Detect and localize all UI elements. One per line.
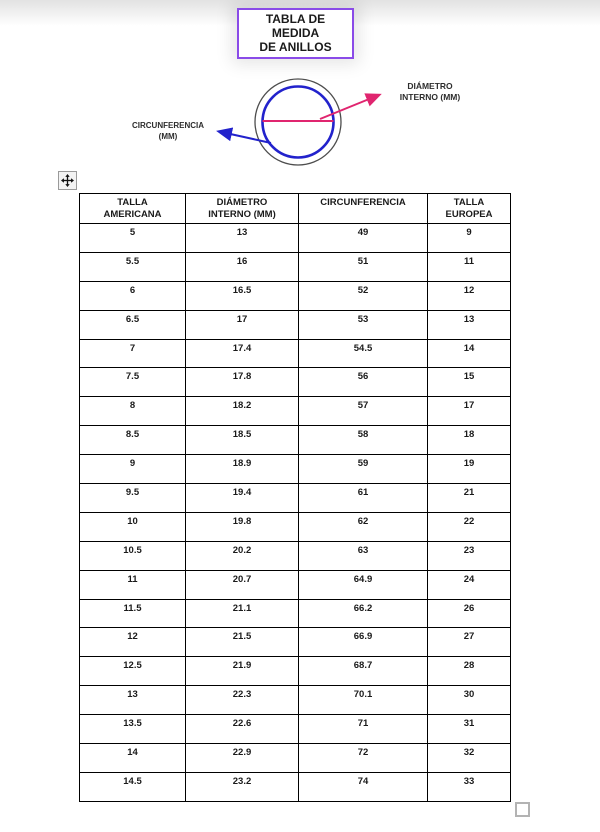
table-cell[interactable]: 68.7 <box>299 657 428 686</box>
ring-size-table-body <box>80 224 511 802</box>
table-cell[interactable]: 17 <box>428 397 511 426</box>
table-cell[interactable]: 63 <box>299 541 428 570</box>
table-cell[interactable]: 53 <box>299 310 428 339</box>
table-cell[interactable]: 74 <box>299 772 428 801</box>
table-cell[interactable]: 18.2 <box>186 397 299 426</box>
table-row <box>80 686 511 715</box>
table-cell[interactable]: 11 <box>428 252 511 281</box>
table-cell[interactable]: 14 <box>428 339 511 368</box>
table-cell[interactable]: 9.5 <box>80 484 186 513</box>
table-cell[interactable]: 66.2 <box>299 599 428 628</box>
table-cell[interactable]: 11.5 <box>80 599 186 628</box>
header-diametro-interno[interactable] <box>186 194 299 224</box>
diameter-label-line1: DIÁMETRO <box>407 81 453 91</box>
table-cell[interactable]: 13 <box>186 224 299 253</box>
table-row <box>80 744 511 773</box>
diameter-label-line2: INTERNO (MM) <box>399 92 461 102</box>
table-cell[interactable]: 16.5 <box>186 281 299 310</box>
table-cell[interactable]: 28 <box>428 657 511 686</box>
table-cell[interactable]: 66.9 <box>299 628 428 657</box>
circumference-label-line2: (MM) <box>158 132 178 141</box>
table-cell[interactable]: 33 <box>428 772 511 801</box>
table-cell[interactable]: 52 <box>299 281 428 310</box>
table-cell[interactable]: 22.9 <box>186 744 299 773</box>
table-cell[interactable]: 21.5 <box>186 628 299 657</box>
table-move-handle[interactable] <box>58 171 77 190</box>
table-cell[interactable]: 5 <box>80 224 186 253</box>
table-cell[interactable]: 20.2 <box>186 541 299 570</box>
table-row <box>80 715 511 744</box>
table-cell[interactable]: 32 <box>428 744 511 773</box>
table-cell[interactable]: 22 <box>428 512 511 541</box>
table-cell[interactable]: 18.5 <box>186 426 299 455</box>
table-cell[interactable]: 70.1 <box>299 686 428 715</box>
table-cell[interactable]: 61 <box>299 484 428 513</box>
table-cell[interactable]: 9 <box>428 224 511 253</box>
table-cell[interactable]: 5.5 <box>80 252 186 281</box>
table-cell[interactable]: 20.7 <box>186 570 299 599</box>
table-cell[interactable]: 49 <box>299 224 428 253</box>
table-row <box>80 570 511 599</box>
table-cell[interactable]: 23.2 <box>186 772 299 801</box>
header-text: DIÁMETRO <box>216 197 268 208</box>
table-cell[interactable]: 11 <box>80 570 186 599</box>
circumference-label <box>122 120 214 142</box>
ring-size-table <box>79 193 511 802</box>
header-text: TALLA <box>117 197 148 208</box>
header-text: EUROPEA <box>445 209 493 220</box>
header-circunferencia[interactable] <box>299 194 428 224</box>
table-cell[interactable]: 18 <box>428 426 511 455</box>
table-row <box>80 281 511 310</box>
diameter-label <box>388 81 472 103</box>
table-cell[interactable]: 22.6 <box>186 715 299 744</box>
table-cell[interactable]: 14 <box>80 744 186 773</box>
table-row <box>80 426 511 455</box>
table-row <box>80 657 511 686</box>
table-cell[interactable]: 10 <box>80 512 186 541</box>
header-row <box>80 194 511 224</box>
table-cell[interactable]: 58 <box>299 426 428 455</box>
table-cell[interactable]: 56 <box>299 368 428 397</box>
table-row <box>80 628 511 657</box>
move-icon <box>61 174 74 187</box>
table-cell[interactable]: 16 <box>186 252 299 281</box>
table-cell[interactable]: 8.5 <box>80 426 186 455</box>
table-cell[interactable]: 21.1 <box>186 599 299 628</box>
table-cell[interactable]: 12 <box>80 628 186 657</box>
table-cell[interactable]: 24 <box>428 570 511 599</box>
table-cell[interactable]: 22.3 <box>186 686 299 715</box>
table-cell[interactable]: 13.5 <box>80 715 186 744</box>
page-title-line2: DE ANILLOS <box>259 40 332 54</box>
table-cell[interactable]: 12 <box>428 281 511 310</box>
table-cell[interactable]: 9 <box>80 455 186 484</box>
table-resize-handle[interactable] <box>515 802 530 817</box>
table-cell[interactable]: 21 <box>428 484 511 513</box>
table-cell[interactable]: 13 <box>80 686 186 715</box>
table-cell[interactable]: 30 <box>428 686 511 715</box>
table-cell[interactable]: 59 <box>299 455 428 484</box>
table-cell[interactable]: 7.5 <box>80 368 186 397</box>
circumference-label-line1: CIRCUNFERENCIA <box>132 121 204 130</box>
table-cell[interactable]: 8 <box>80 397 186 426</box>
header-text: CIRCUNFERENCIA <box>320 197 406 208</box>
table-row <box>80 252 511 281</box>
header-text: INTERNO (MM) <box>208 209 276 220</box>
table-cell[interactable]: 21.9 <box>186 657 299 686</box>
table-cell[interactable]: 62 <box>299 512 428 541</box>
table-cell[interactable]: 14.5 <box>80 772 186 801</box>
table-row <box>80 541 511 570</box>
table-row <box>80 599 511 628</box>
table-cell[interactable]: 26 <box>428 599 511 628</box>
table-cell[interactable]: 15 <box>428 368 511 397</box>
header-text: AMERICANA <box>103 209 162 220</box>
page-title-box[interactable] <box>237 8 354 59</box>
table-cell[interactable]: 51 <box>299 252 428 281</box>
table-cell[interactable]: 7 <box>80 339 186 368</box>
diameter-line <box>263 95 380 121</box>
table-cell[interactable]: 13 <box>428 310 511 339</box>
table-cell[interactable]: 72 <box>299 744 428 773</box>
table-cell[interactable]: 12.5 <box>80 657 186 686</box>
table-row <box>80 455 511 484</box>
table-cell[interactable]: 17.8 <box>186 368 299 397</box>
page-title-line1: TABLA DE MEDIDA <box>265 12 326 40</box>
table-cell[interactable]: 17 <box>186 310 299 339</box>
table-cell[interactable]: 31 <box>428 715 511 744</box>
table-row <box>80 339 511 368</box>
table-cell[interactable]: 10.5 <box>80 541 186 570</box>
header-talla-americana[interactable] <box>80 194 186 224</box>
table-row <box>80 397 511 426</box>
table-row <box>80 512 511 541</box>
table-cell[interactable]: 71 <box>299 715 428 744</box>
table-row <box>80 484 511 513</box>
table-row <box>80 224 511 253</box>
table-cell[interactable]: 6 <box>80 281 186 310</box>
table-cell[interactable]: 18.9 <box>186 455 299 484</box>
table-row <box>80 368 511 397</box>
table-row <box>80 310 511 339</box>
table-cell[interactable]: 6.5 <box>80 310 186 339</box>
header-text: TALLA <box>453 197 485 208</box>
table-cell[interactable]: 64.9 <box>299 570 428 599</box>
table-cell[interactable]: 19 <box>428 455 511 484</box>
table-cell[interactable]: 17.4 <box>186 339 299 368</box>
table-cell[interactable]: 27 <box>428 628 511 657</box>
table-cell[interactable]: 57 <box>299 397 428 426</box>
table-row <box>80 772 511 801</box>
table-cell[interactable]: 19.8 <box>186 512 299 541</box>
table-cell[interactable]: 23 <box>428 541 511 570</box>
header-talla-europea[interactable] <box>428 194 511 224</box>
table-cell[interactable]: 19.4 <box>186 484 299 513</box>
table-cell[interactable]: 54.5 <box>299 339 428 368</box>
